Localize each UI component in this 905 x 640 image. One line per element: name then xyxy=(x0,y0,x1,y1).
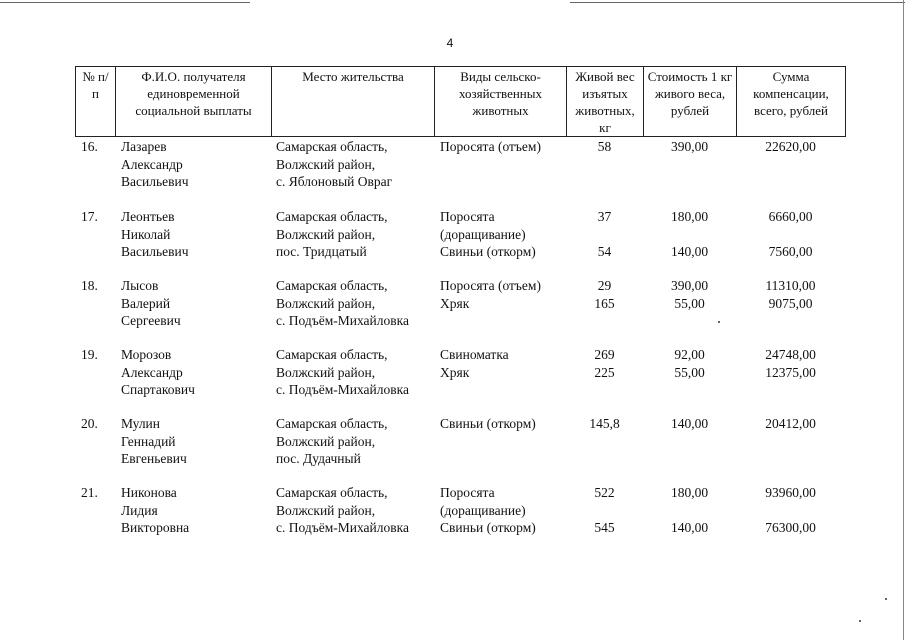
compensation-sum: 20412,00 xyxy=(765,416,816,431)
price-per-kg xyxy=(643,502,736,520)
recipient-first-name: Николай xyxy=(121,226,171,242)
recipient-surname: Морозов xyxy=(121,347,172,362)
recipient-first-name: Лидия xyxy=(121,502,158,518)
row-number: 20. xyxy=(81,416,98,431)
price-per-kg: 55,00 xyxy=(674,364,705,380)
recipient-first-name: Валерий xyxy=(121,295,171,311)
animal-type: Поросята xyxy=(440,209,495,224)
recipient-patronymic: Викторовна xyxy=(121,520,190,535)
row-number: 19. xyxy=(81,347,98,362)
recipient-surname: Леонтьев xyxy=(121,209,175,224)
recipient-first-name: Геннадий xyxy=(121,433,176,449)
compensation-sum: 11310,00 xyxy=(765,278,816,293)
residence-region: Самарская область, xyxy=(276,278,388,293)
residence-district: Волжский район, xyxy=(276,156,376,172)
table-row xyxy=(75,138,845,208)
header-price: Стоимость 1 кг живого веса, рублей xyxy=(644,67,737,137)
animal-type: Свиньи (откорм) xyxy=(440,520,536,535)
residence-settlement: пос. Дудачный xyxy=(276,451,361,466)
live-weight: 145,8 xyxy=(589,416,620,431)
animal-type: Хряк xyxy=(440,364,470,380)
residence-district: Волжский район, xyxy=(276,433,376,449)
scan-speck xyxy=(718,321,720,323)
residence-district: Волжский район, xyxy=(276,364,376,380)
animal-type: Поросята (отъем) xyxy=(440,139,541,154)
recipient-patronymic: Спартакович xyxy=(121,382,195,397)
recipient-first-name: Александр xyxy=(121,364,183,380)
recipient-patronymic: Васильевич xyxy=(121,174,189,189)
row-number: 18. xyxy=(81,278,98,293)
price-per-kg: 140,00 xyxy=(670,416,709,431)
compensation-sum: 24748,00 xyxy=(765,347,816,362)
animal-type: Хряк xyxy=(440,295,470,311)
compensation-sum: 76300,00 xyxy=(765,520,816,535)
compensation-sum: 93960,00 xyxy=(765,485,816,500)
residence-district: Волжский район, xyxy=(276,502,376,518)
table-row xyxy=(75,415,845,484)
animal-type: Свиньи (откорм) xyxy=(440,416,536,431)
header-num: № п/п xyxy=(76,67,116,137)
residence-region: Самарская область, xyxy=(276,416,388,431)
residence-region: Самарская область, xyxy=(276,209,388,224)
live-weight: 58 xyxy=(597,139,612,154)
animal-type: Поросята xyxy=(440,485,495,500)
live-weight: 29 xyxy=(597,278,612,293)
price-per-kg: 390,00 xyxy=(670,139,709,154)
header-sum: Сумма компенсации, всего, рублей xyxy=(737,67,846,137)
row-number: 16. xyxy=(81,139,98,154)
recipient-surname: Лазарев xyxy=(121,139,167,154)
header-name: Ф.И.О. получателя единовременной социальной выплаты xyxy=(116,67,272,137)
live-weight: 522 xyxy=(594,485,615,500)
price-per-kg xyxy=(643,226,736,244)
scan-top-rule-right xyxy=(570,2,905,3)
live-weight: 545 xyxy=(594,520,615,535)
live-weight: 225 xyxy=(594,364,615,380)
residence-settlement: пос. Тридцатый xyxy=(276,244,367,259)
table-row xyxy=(75,346,845,415)
row-number: 17. xyxy=(81,209,98,224)
recipient-patronymic: Васильевич xyxy=(121,244,189,259)
residence-region: Самарская область, xyxy=(276,485,388,500)
residence-district: Волжский район, xyxy=(276,226,376,242)
price-per-kg: 390,00 xyxy=(670,278,709,293)
table-body xyxy=(75,138,845,554)
recipient-patronymic: Сергеевич xyxy=(121,313,181,328)
compensation-sum: 12375,00 xyxy=(765,364,816,380)
animal-type: Свиньи (откорм) xyxy=(440,244,536,259)
live-weight: 165 xyxy=(594,295,615,311)
table-header xyxy=(75,66,846,137)
price-per-kg: 140,00 xyxy=(670,520,709,535)
residence-region: Самарская область, xyxy=(276,347,388,362)
scan-speck xyxy=(859,620,861,622)
price-per-kg: 180,00 xyxy=(670,485,709,500)
live-weight xyxy=(566,502,643,520)
recipient-surname: Мулин xyxy=(121,416,161,431)
recipient-surname: Никонова xyxy=(121,485,177,500)
compensation-sum: 9075,00 xyxy=(768,295,813,311)
live-weight: 54 xyxy=(597,244,612,259)
price-per-kg: 180,00 xyxy=(670,209,709,224)
table-row xyxy=(75,484,845,554)
compensation-sum: 22620,00 xyxy=(765,139,816,154)
live-weight: 269 xyxy=(594,347,615,362)
recipient-patronymic: Евгеньевич xyxy=(121,451,187,466)
residence-settlement: с. Яблоновый Овраг xyxy=(276,174,393,189)
compensation-sum: 6660,00 xyxy=(768,209,813,224)
price-per-kg: 140,00 xyxy=(670,244,709,259)
residence-settlement: с. Подъём-Михайловка xyxy=(276,313,409,328)
live-weight xyxy=(566,226,643,244)
table-row xyxy=(75,208,845,277)
header-place: Место жительства xyxy=(272,67,435,137)
compensation-sum xyxy=(736,226,845,244)
table-row xyxy=(75,277,845,346)
recipient-surname: Лысов xyxy=(121,278,159,293)
residence-settlement: с. Подъём-Михайловка xyxy=(276,382,409,397)
compensation-sum xyxy=(736,502,845,520)
header-weight: Живой вес изъятых животных, кг xyxy=(567,67,644,137)
animal-type: Свиноматка xyxy=(440,347,509,362)
residence-district: Волжский район, xyxy=(276,295,376,311)
header-animal-type: Виды сельско-хозяйственных животных xyxy=(435,67,567,137)
compensation-sum: 7560,00 xyxy=(768,244,813,259)
live-weight: 37 xyxy=(597,209,612,224)
price-per-kg: 55,00 xyxy=(674,295,705,311)
residence-region: Самарская область, xyxy=(276,139,388,154)
row-number: 21. xyxy=(81,485,98,500)
animal-type: (доращивание) xyxy=(440,502,526,518)
price-per-kg: 92,00 xyxy=(674,347,705,362)
animal-type: Поросята (отъем) xyxy=(440,278,541,293)
scan-speck xyxy=(885,598,887,600)
residence-settlement: с. Подъём-Михайловка xyxy=(276,520,409,535)
page-number: 4 xyxy=(446,36,454,50)
scan-top-rule-left xyxy=(0,2,250,3)
scan-right-edge xyxy=(903,0,904,640)
recipient-first-name: Александр xyxy=(121,156,183,172)
animal-type: (доращивание) xyxy=(440,226,526,242)
